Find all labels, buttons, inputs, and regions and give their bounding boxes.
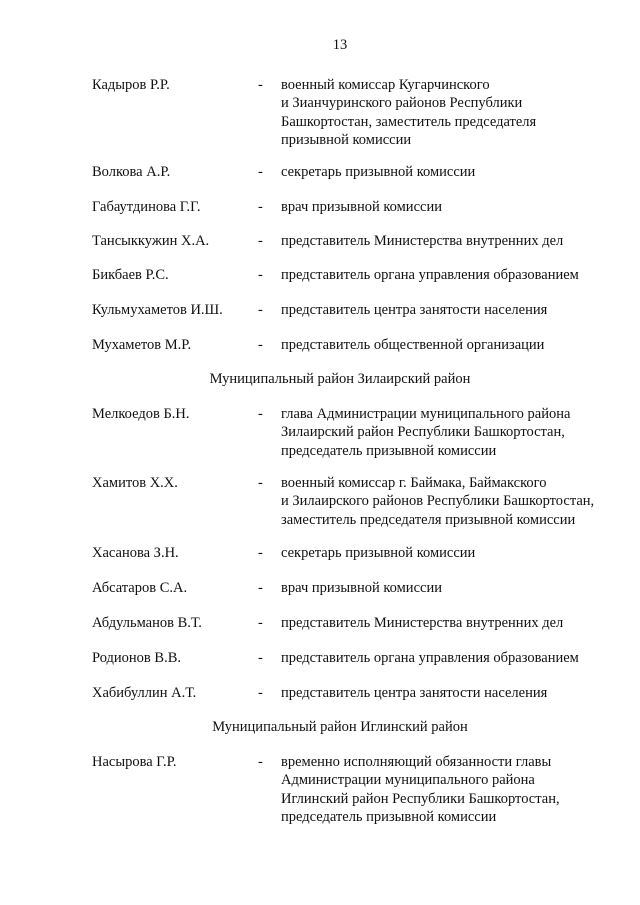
member-role: секретарь призывной комиссии — [281, 164, 476, 180]
dash-separator: - — [258, 615, 263, 631]
member-role: военный комиссар г. Баймака, Баймакского и Зилаирского районов Республики Башкортостан, заместитель председателя призывной комиссии — [281, 475, 595, 528]
member-role: представитель центра занятости населения — [281, 302, 548, 318]
member-role: глава Администрации муниципального района Зилаирский район Республики Башкортостан, председатель призывной комиссии — [281, 406, 571, 459]
section-heading: Муниципальный район Зилаирский район — [209, 371, 471, 387]
member-role: временно исполняющий обязанности главы Администрации муниципального района Иглинский район Республики Башкортостан, председатель призывной комиссии — [281, 754, 560, 825]
section-heading: Муниципальный район Иглинский район — [212, 719, 468, 735]
dash-separator: - — [258, 77, 263, 93]
member-name: Насырова Г.Р. — [92, 754, 177, 770]
dash-separator: - — [258, 580, 263, 596]
member-role: представитель центра занятости населения — [281, 685, 548, 701]
member-name: Абдульманов В.Т. — [92, 615, 202, 631]
dash-separator: - — [258, 475, 263, 491]
page-number: 13 — [332, 37, 348, 53]
member-name: Хабибуллин А.Т. — [92, 685, 197, 701]
dash-separator: - — [258, 199, 263, 215]
dash-separator: - — [258, 545, 263, 561]
dash-separator: - — [258, 302, 263, 318]
dash-separator: - — [258, 233, 263, 249]
member-name: Бикбаев Р.С. — [92, 267, 169, 283]
member-role: представитель Министерства внутренних дел — [281, 233, 564, 249]
member-name: Габаутдинова Г.Г. — [92, 199, 201, 215]
member-name: Абсатаров С.А. — [92, 580, 188, 596]
member-name: Мелкоедов Б.Н. — [92, 406, 190, 422]
member-name: Родионов В.В. — [92, 650, 181, 666]
member-name: Волкова А.Р. — [92, 164, 171, 180]
dash-separator: - — [258, 650, 263, 666]
dash-separator: - — [258, 164, 263, 180]
member-role: представитель органа управления образованием — [281, 650, 579, 666]
member-name: Кадыров Р.Р. — [92, 77, 170, 93]
dash-separator: - — [258, 754, 263, 770]
member-role: военный комиссар Кугарчинского и Зианчуринского районов Республики Башкортостан, заместитель председателя призывной комиссии — [281, 77, 537, 148]
member-name: Мухаметов М.Р. — [92, 337, 192, 353]
member-role: представитель органа управления образованием — [281, 267, 579, 283]
member-role: представитель Министерства внутренних дел — [281, 615, 564, 631]
member-role: врач призывной комиссии — [281, 199, 442, 215]
member-name: Хасанова З.Н. — [92, 545, 179, 561]
member-name: Тансыккужин Х.А. — [92, 233, 210, 249]
dash-separator: - — [258, 406, 263, 422]
member-role: врач призывной комиссии — [281, 580, 442, 596]
member-name: Кульмухаметов И.Ш. — [92, 302, 223, 318]
member-role: секретарь призывной комиссии — [281, 545, 476, 561]
dash-separator: - — [258, 267, 263, 283]
dash-separator: - — [258, 337, 263, 353]
dash-separator: - — [258, 685, 263, 701]
member-role: представитель общественной организации — [281, 337, 545, 353]
member-name: Хамитов Х.Х. — [92, 475, 178, 491]
